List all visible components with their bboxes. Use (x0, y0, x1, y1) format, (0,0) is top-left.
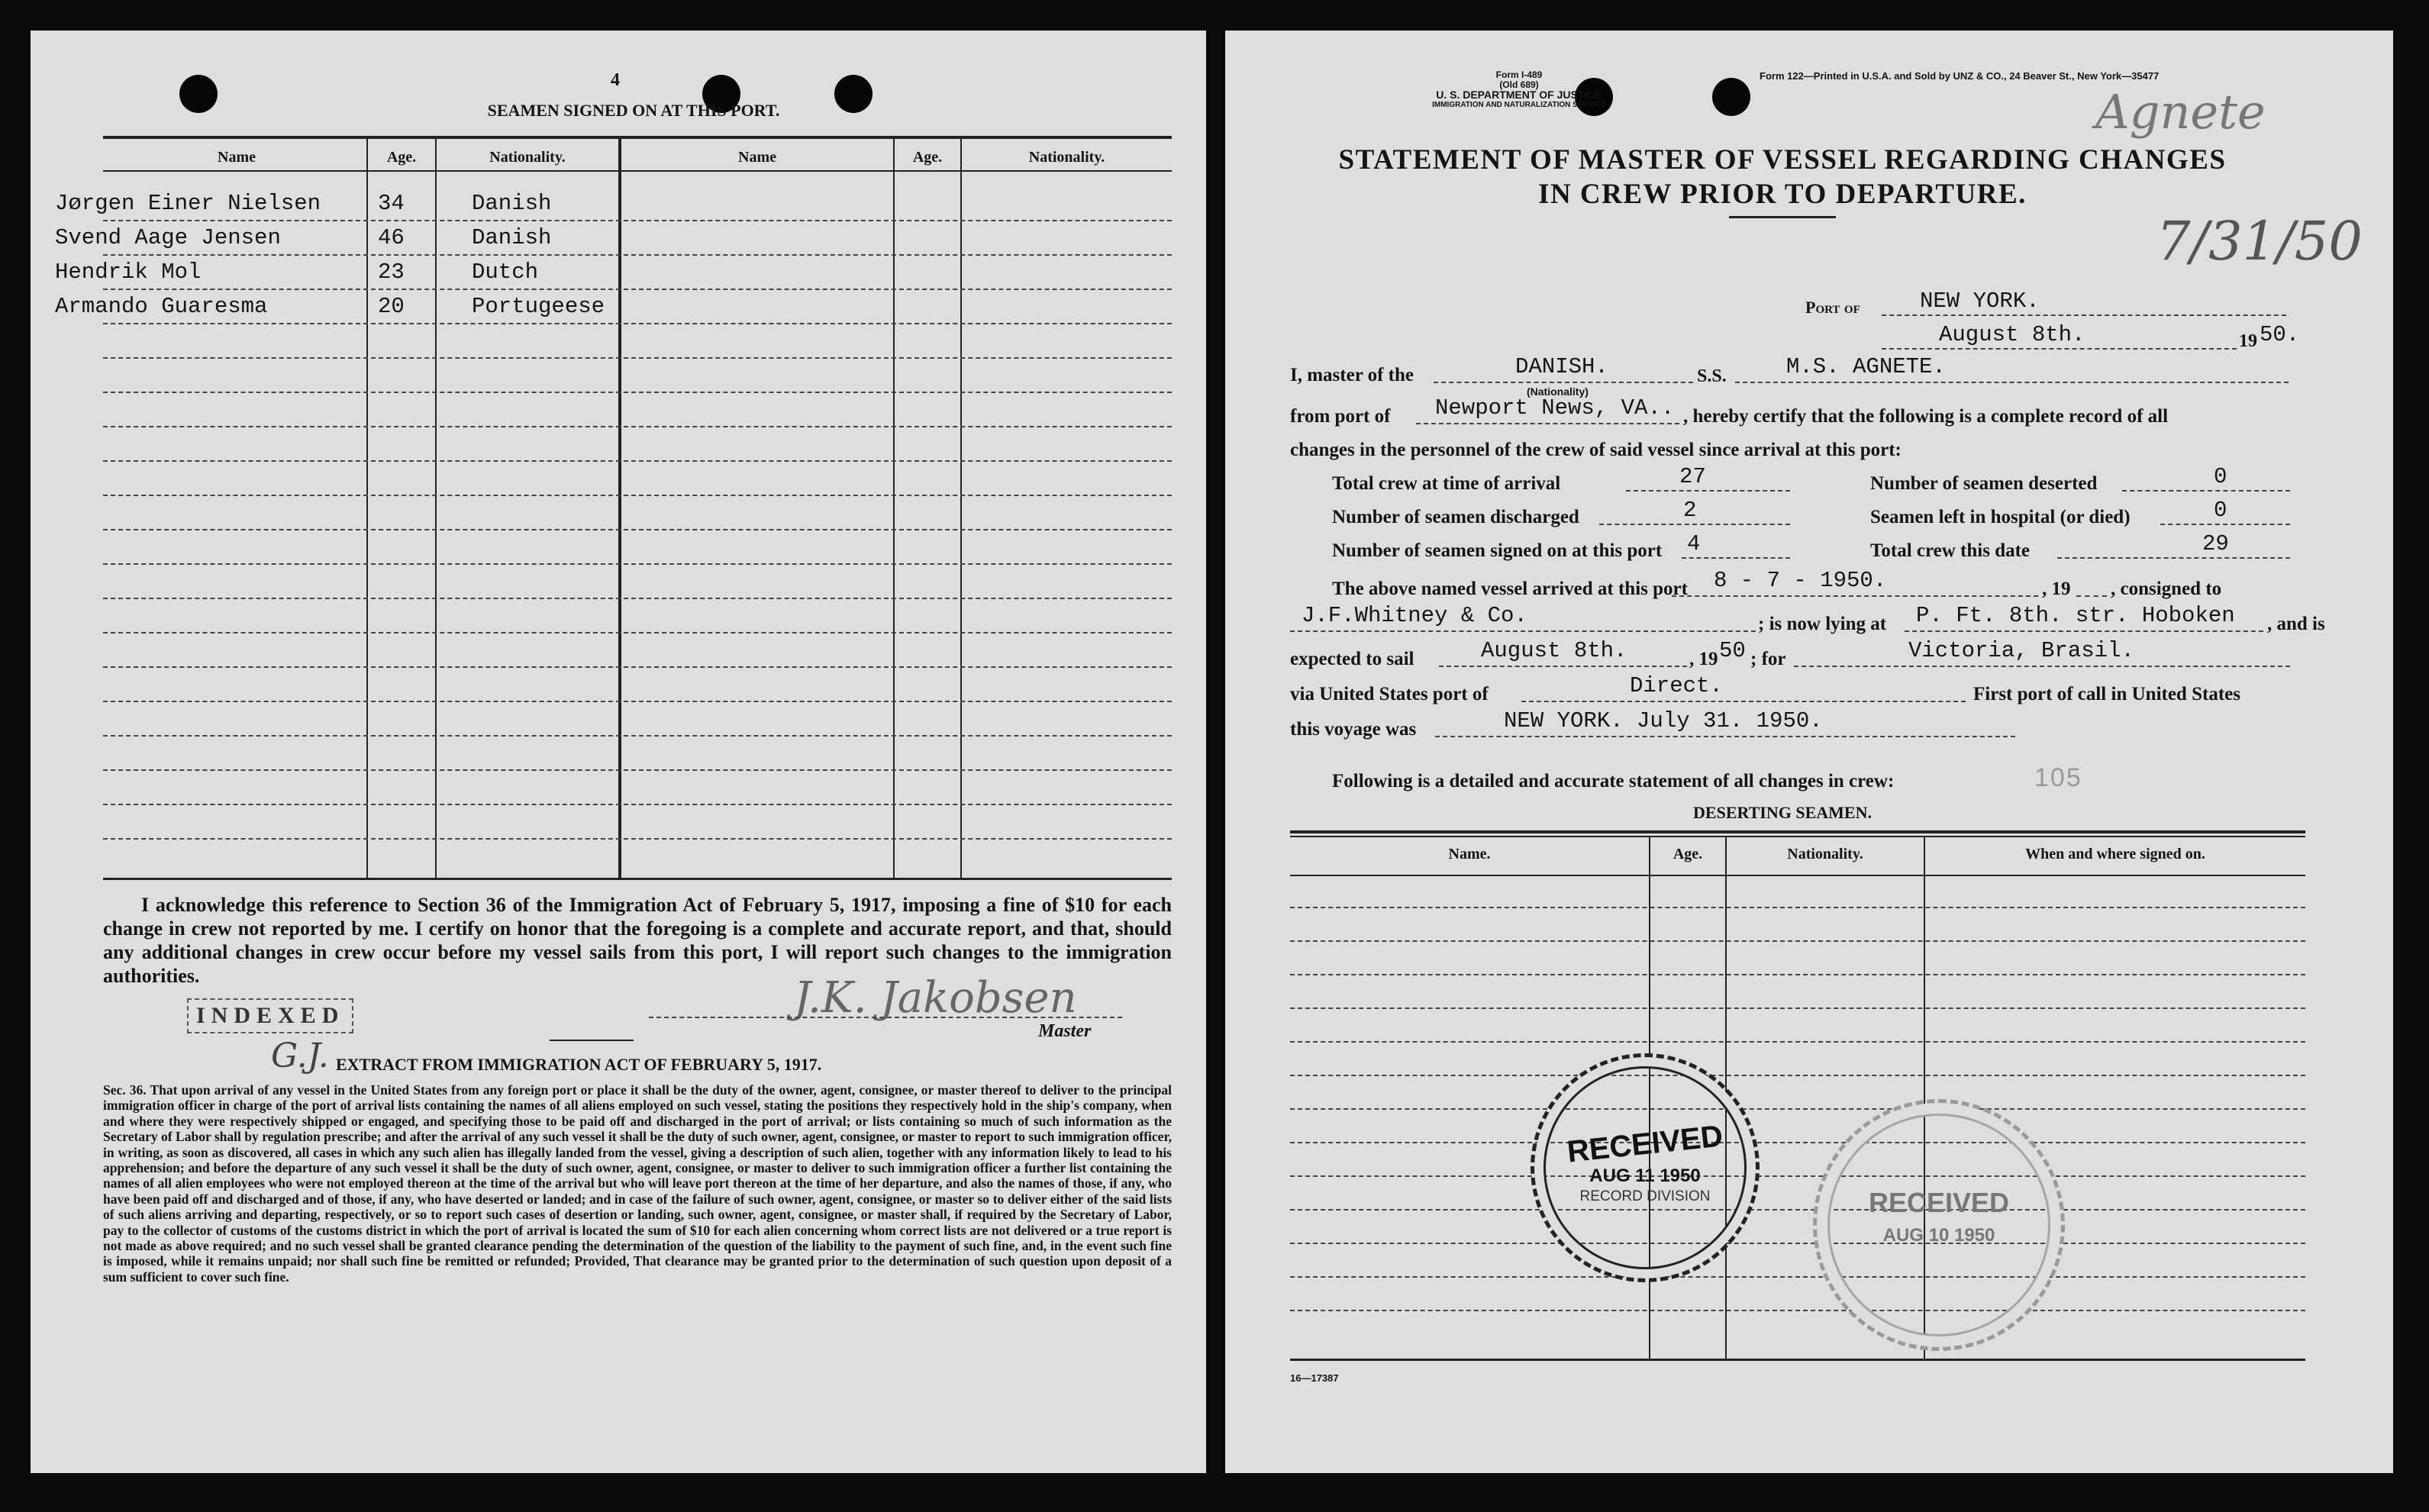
consigned-label: , consigned to (2111, 579, 2222, 599)
stamp-received-text: RECEIVED (1868, 1187, 2010, 1218)
stat-line (1626, 490, 1790, 492)
col-header-name: Name (738, 149, 776, 166)
stamp-date-text: AUG 10 1950 (1882, 1225, 1995, 1246)
received-stamp (1531, 1053, 1760, 1282)
crew-age: 34 (378, 191, 405, 216)
seamen-signed-title: SEAMEN SIGNED ON AT THIS PORT. (487, 101, 780, 120)
deserted-value: 0 (2214, 464, 2227, 489)
table-top-rule (103, 136, 1172, 139)
crew-nationality: Danish (472, 191, 552, 216)
column-divider (435, 137, 437, 878)
master-of-label: I, master of the (1290, 365, 1414, 385)
arrived-line (1672, 595, 2038, 597)
stat-line (1599, 524, 1790, 525)
col-header-age: Age. (386, 149, 417, 166)
page-number: 4 (611, 70, 620, 90)
stamp-division-text: RECORD DIVISION (1579, 1188, 1711, 1204)
signature-line (649, 1017, 1122, 1018)
stat-line (2122, 490, 2290, 492)
row-rule (103, 529, 1172, 530)
table-top-rule (1290, 836, 2305, 837)
vessel-line (1735, 382, 2289, 383)
hospital-value: 0 (2214, 498, 2227, 523)
ss-label: S.S. (1697, 366, 1727, 386)
column-divider (893, 137, 895, 878)
crew-age: 23 (378, 260, 405, 285)
changes-text: changes in the personnel of the crew of said vessel since arrival at this port: (1290, 440, 1902, 460)
lying-at-value: P. Ft. 8th. str. Hoboken (1916, 603, 2235, 628)
consignee-line (1290, 630, 1756, 632)
statement-title-line2: IN CREW PRIOR TO DEPARTURE. (1538, 179, 2027, 210)
row-rule (103, 735, 1172, 737)
row-rule (1290, 1243, 2305, 1244)
indexed-stamp: INDEXED (187, 998, 353, 1033)
table-bottom-rule (103, 878, 1172, 880)
stamp-date-text: AUG 11 1950 (1589, 1165, 1701, 1186)
stamp-number: 105 (2034, 763, 2082, 792)
row-rule (103, 460, 1172, 462)
table-top-rule (1290, 830, 2305, 833)
row-rule (103, 495, 1172, 496)
left-page (31, 31, 1206, 1473)
total-arrival-label: Total crew at time of arrival (1332, 473, 1561, 494)
extract-text: That upon arrival of any vessel in the United States from any foreign port or place it shall be the duty of the owner, agent, consignee, or master thereof to deliver to the principal immigration officer in charge of the port of arrival lists containing the names of all aliens employed on such vessel, stating the positions they respectively hold in the ship's company, when and where they were respectively shipped or engaged, and specifying those to be paid off and discharged in the port of arrival; or lists containing so much of such information as the Secretary of Labor shall by regulation prescribe; and after the arrival of any such vessel it shall be the duty of such owner, agent, consignee, or master to report to such immigration officer, in writing, as soon as discovered, all cases in which any such alien has illegally landed from the vessel, giving a description of such alien, together with any information likely to lead to his apprehension; and before the departure of any such vessel it shall be the duty of such owner, agent, consignee, or master to deliver to such immigration officer a further list containing the names of all alien employees who were not employed thereon at the time of the arrival but who will leave port thereon at the time of her departure, and also the names of those, if any, who have been paid off and discharged and of those, if any, who have deserted or landed; and in case of the failure of such owner, agent, consignee, or master so to deliver either of the said lists of such aliens arriving and departing, respectively, or so to report such cases of desertion or landing, such owner, agent, consignee, or master shall, if required by the Secretary of Labor, pay to the collector of customs of the customs district in which the port of arrival is located the sum of $10 for each alien concerning whom correct lists are not delivered or a true report is not made as above required; and no such vessel shall be granted clearance pending the determination of the question of the liability to the payment of such fine, and, in the event such fine is imposed, while it remains unpaid; nor shall such fine be remitted or refunded; Provided, That clearance may be granted prior to the determination of such question upon deposit of a sum sufficient to cover such fine. (103, 1082, 1172, 1285)
lying-label: ; is now lying at (1758, 614, 1887, 634)
via-label: via United States port of (1290, 684, 1489, 704)
via-line (1521, 701, 1966, 702)
arrived-year-line (2076, 595, 2107, 597)
row-rule (103, 632, 1172, 633)
row-rule (103, 289, 1172, 290)
nationality-caption: (Nationality) (1527, 385, 1589, 398)
year-value: 50. (2260, 322, 2300, 347)
from-port-label: from port of (1290, 406, 1391, 427)
consignee-value: J.F.Whitney & Co. (1302, 603, 1527, 628)
punch-hole (834, 75, 873, 113)
signed-on-value: 4 (1687, 531, 1701, 556)
row-rule (103, 563, 1172, 565)
col-header-signed-on: When and where signed on. (2025, 846, 2205, 862)
date-value: August 8th. (1939, 322, 2085, 347)
sail-year-value: 50 (1719, 638, 1746, 663)
stamp-received-text: RECEIVED (1565, 1119, 1724, 1169)
master-label: Master (1038, 1021, 1092, 1041)
col-header-nationality: Nationality. (1787, 846, 1863, 862)
crew-name: Svend Aage Jensen (55, 225, 281, 250)
via-port-value: Direct. (1630, 673, 1723, 698)
old-form-number: (Old 689) (1499, 79, 1539, 90)
extract-body (103, 1082, 1172, 1285)
sail-year-prefix: , 19 (1689, 649, 1718, 669)
row-rule (103, 666, 1172, 668)
destination-value: Victoria, Brasil. (1908, 638, 2134, 663)
for-label: ; for (1750, 649, 1786, 669)
master-signature: J.K. Jakobsen (794, 973, 1077, 1023)
row-rule (1290, 1310, 2305, 1311)
row-rule (103, 804, 1172, 805)
col-header-nationality: Nationality. (489, 149, 566, 166)
row-rule (1290, 1007, 2305, 1009)
arrived-label: The above named vessel arrived at this port (1332, 579, 1688, 599)
row-rule (1290, 1175, 2305, 1177)
punch-hole (1712, 78, 1750, 116)
row-rule (1290, 1075, 2305, 1076)
from-port-value: Newport News, VA.. (1435, 395, 1675, 421)
table-header-rule (1290, 875, 2305, 876)
voyage-value: NEW YORK. July 31. 1950. (1504, 708, 1823, 733)
nationality-value: DANISH. (1515, 354, 1608, 379)
signed-on-label: Number of seamen signed on at this port (1332, 540, 1663, 561)
total-date-value: 29 (2202, 531, 2229, 556)
handwritten-vessel-name: Agnete (2095, 84, 2266, 140)
title-underline (1729, 216, 1836, 218)
lying-line (1905, 630, 2263, 632)
crew-name: Hendrik Mol (55, 260, 202, 285)
port-value: NEW YORK. (1920, 289, 2040, 314)
row-rule (1290, 1209, 2305, 1211)
arrived-year-label: , 19 (2042, 579, 2071, 599)
sail-label: expected to sail (1290, 649, 1414, 669)
total-date-label: Total crew this date (1870, 540, 2031, 561)
arrived-date: 8 - 7 - 1950. (1714, 568, 1887, 593)
acknowledgement-text: I acknowledge this reference to Section 36 of the Immigration Act of February 5, 1917, imposing a fine of $10 for each change in crew not reported by me. I certify on honor that the foregoing is a complete and accurate report, and that, should any additional changes in crew occur before my vessel sails from this port, I will report such changes to the immigration authorities. (103, 894, 1172, 987)
following-text: Following is a detailed and accurate statement of all changes in crew: (1332, 771, 1895, 791)
row-rule (103, 838, 1172, 840)
received-stamp (1813, 1099, 2065, 1351)
deserted-label: Number of seamen deserted (1870, 473, 2098, 494)
crew-nationality: Portugeese (472, 294, 605, 319)
deserting-title: DESERTING SEAMEN. (1693, 803, 1872, 822)
row-rule (1290, 974, 2305, 975)
form-header (1389, 70, 1649, 110)
row-rule (1290, 907, 2305, 908)
nationality-line (1434, 382, 1693, 383)
crew-nationality: Danish (472, 225, 552, 250)
col-header-age: Age. (912, 149, 943, 166)
voyage-line (1435, 736, 2015, 737)
col-header-name: Name. (1448, 846, 1491, 862)
crew-nationality: Dutch (472, 260, 539, 285)
table-header-rule (103, 170, 1172, 172)
row-rule (103, 426, 1172, 427)
stat-line (2160, 524, 2290, 525)
separator-rule (550, 1040, 634, 1041)
sail-date-line (1439, 666, 1687, 667)
row-rule (1290, 1041, 2305, 1043)
and-is-label: , and is (2267, 614, 2325, 634)
section-label: Sec. 36. (103, 1082, 147, 1098)
column-divider (618, 137, 621, 878)
handwritten-date: 7/31/50 (2156, 210, 2363, 272)
row-rule (103, 392, 1172, 393)
crew-name: Jørgen Einer Nielsen (55, 191, 321, 216)
footer-code: 16—17387 (1290, 1372, 1339, 1384)
total-arrival-value: 27 (1679, 464, 1706, 489)
row-rule (1290, 1108, 2305, 1110)
col-header-nationality: Nationality. (1028, 149, 1105, 166)
form-number: Form I-489 (1495, 69, 1543, 80)
voyage-label: this voyage was (1290, 719, 1417, 740)
column-divider (960, 137, 962, 878)
stat-line (2057, 557, 2290, 559)
destination-line (1794, 666, 2290, 667)
row-rule (1290, 1276, 2305, 1278)
port-label: Port of (1805, 298, 1860, 317)
service-name: IMMIGRATION AND NATURALIZATION SERVICE (1432, 101, 1606, 109)
hospital-label: Seamen left in hospital (or died) (1870, 507, 2131, 527)
port-line (1882, 314, 2286, 316)
col-header-name: Name (218, 149, 256, 166)
certify-text: , hereby certify that the following is a complete record of all (1683, 406, 2169, 427)
first-port-label: First port of call in United States (1973, 684, 2240, 704)
stat-line (1682, 557, 1790, 559)
row-rule (103, 701, 1172, 702)
date-line (1882, 348, 2237, 350)
crew-age: 46 (378, 225, 405, 250)
crew-age: 20 (378, 294, 405, 319)
year-prefix: 19 (2239, 331, 2257, 351)
row-rule (103, 769, 1172, 771)
from-port-line (1416, 423, 1679, 424)
row-rule (103, 220, 1172, 221)
row-rule (103, 254, 1172, 256)
punch-hole (179, 75, 218, 113)
row-rule (103, 357, 1172, 359)
printer-note: Form 122—Printed in U.S.A. and Sold by UNZ & CO., 24 Beaver St., New York—35477 (1760, 70, 2160, 82)
row-rule (1290, 940, 2305, 942)
right-page (1225, 31, 2393, 1473)
row-rule (1290, 1142, 2305, 1143)
discharged-value: 2 (1683, 498, 1697, 523)
extract-title: EXTRACT FROM IMMIGRATION ACT OF FEBRUARY 5, 1917. (336, 1055, 822, 1074)
vessel-value: M.S. AGNETE. (1786, 354, 1946, 379)
row-rule (103, 598, 1172, 599)
col-header-age: Age. (1673, 846, 1703, 862)
statement-title-line1: STATEMENT OF MASTER OF VESSEL REGARDING CHANGES (1338, 144, 2227, 176)
table-bottom-rule (1290, 1359, 2305, 1361)
sail-date-value: August 8th. (1481, 638, 1627, 663)
row-rule (103, 323, 1172, 324)
indexed-initials: G.J. (271, 1036, 329, 1075)
column-divider (366, 137, 368, 878)
department-name: U. S. DEPARTMENT OF JUSTICE (1436, 89, 1602, 101)
discharged-label: Number of seamen discharged (1332, 507, 1579, 527)
crew-name: Armando Guaresma (55, 294, 268, 319)
